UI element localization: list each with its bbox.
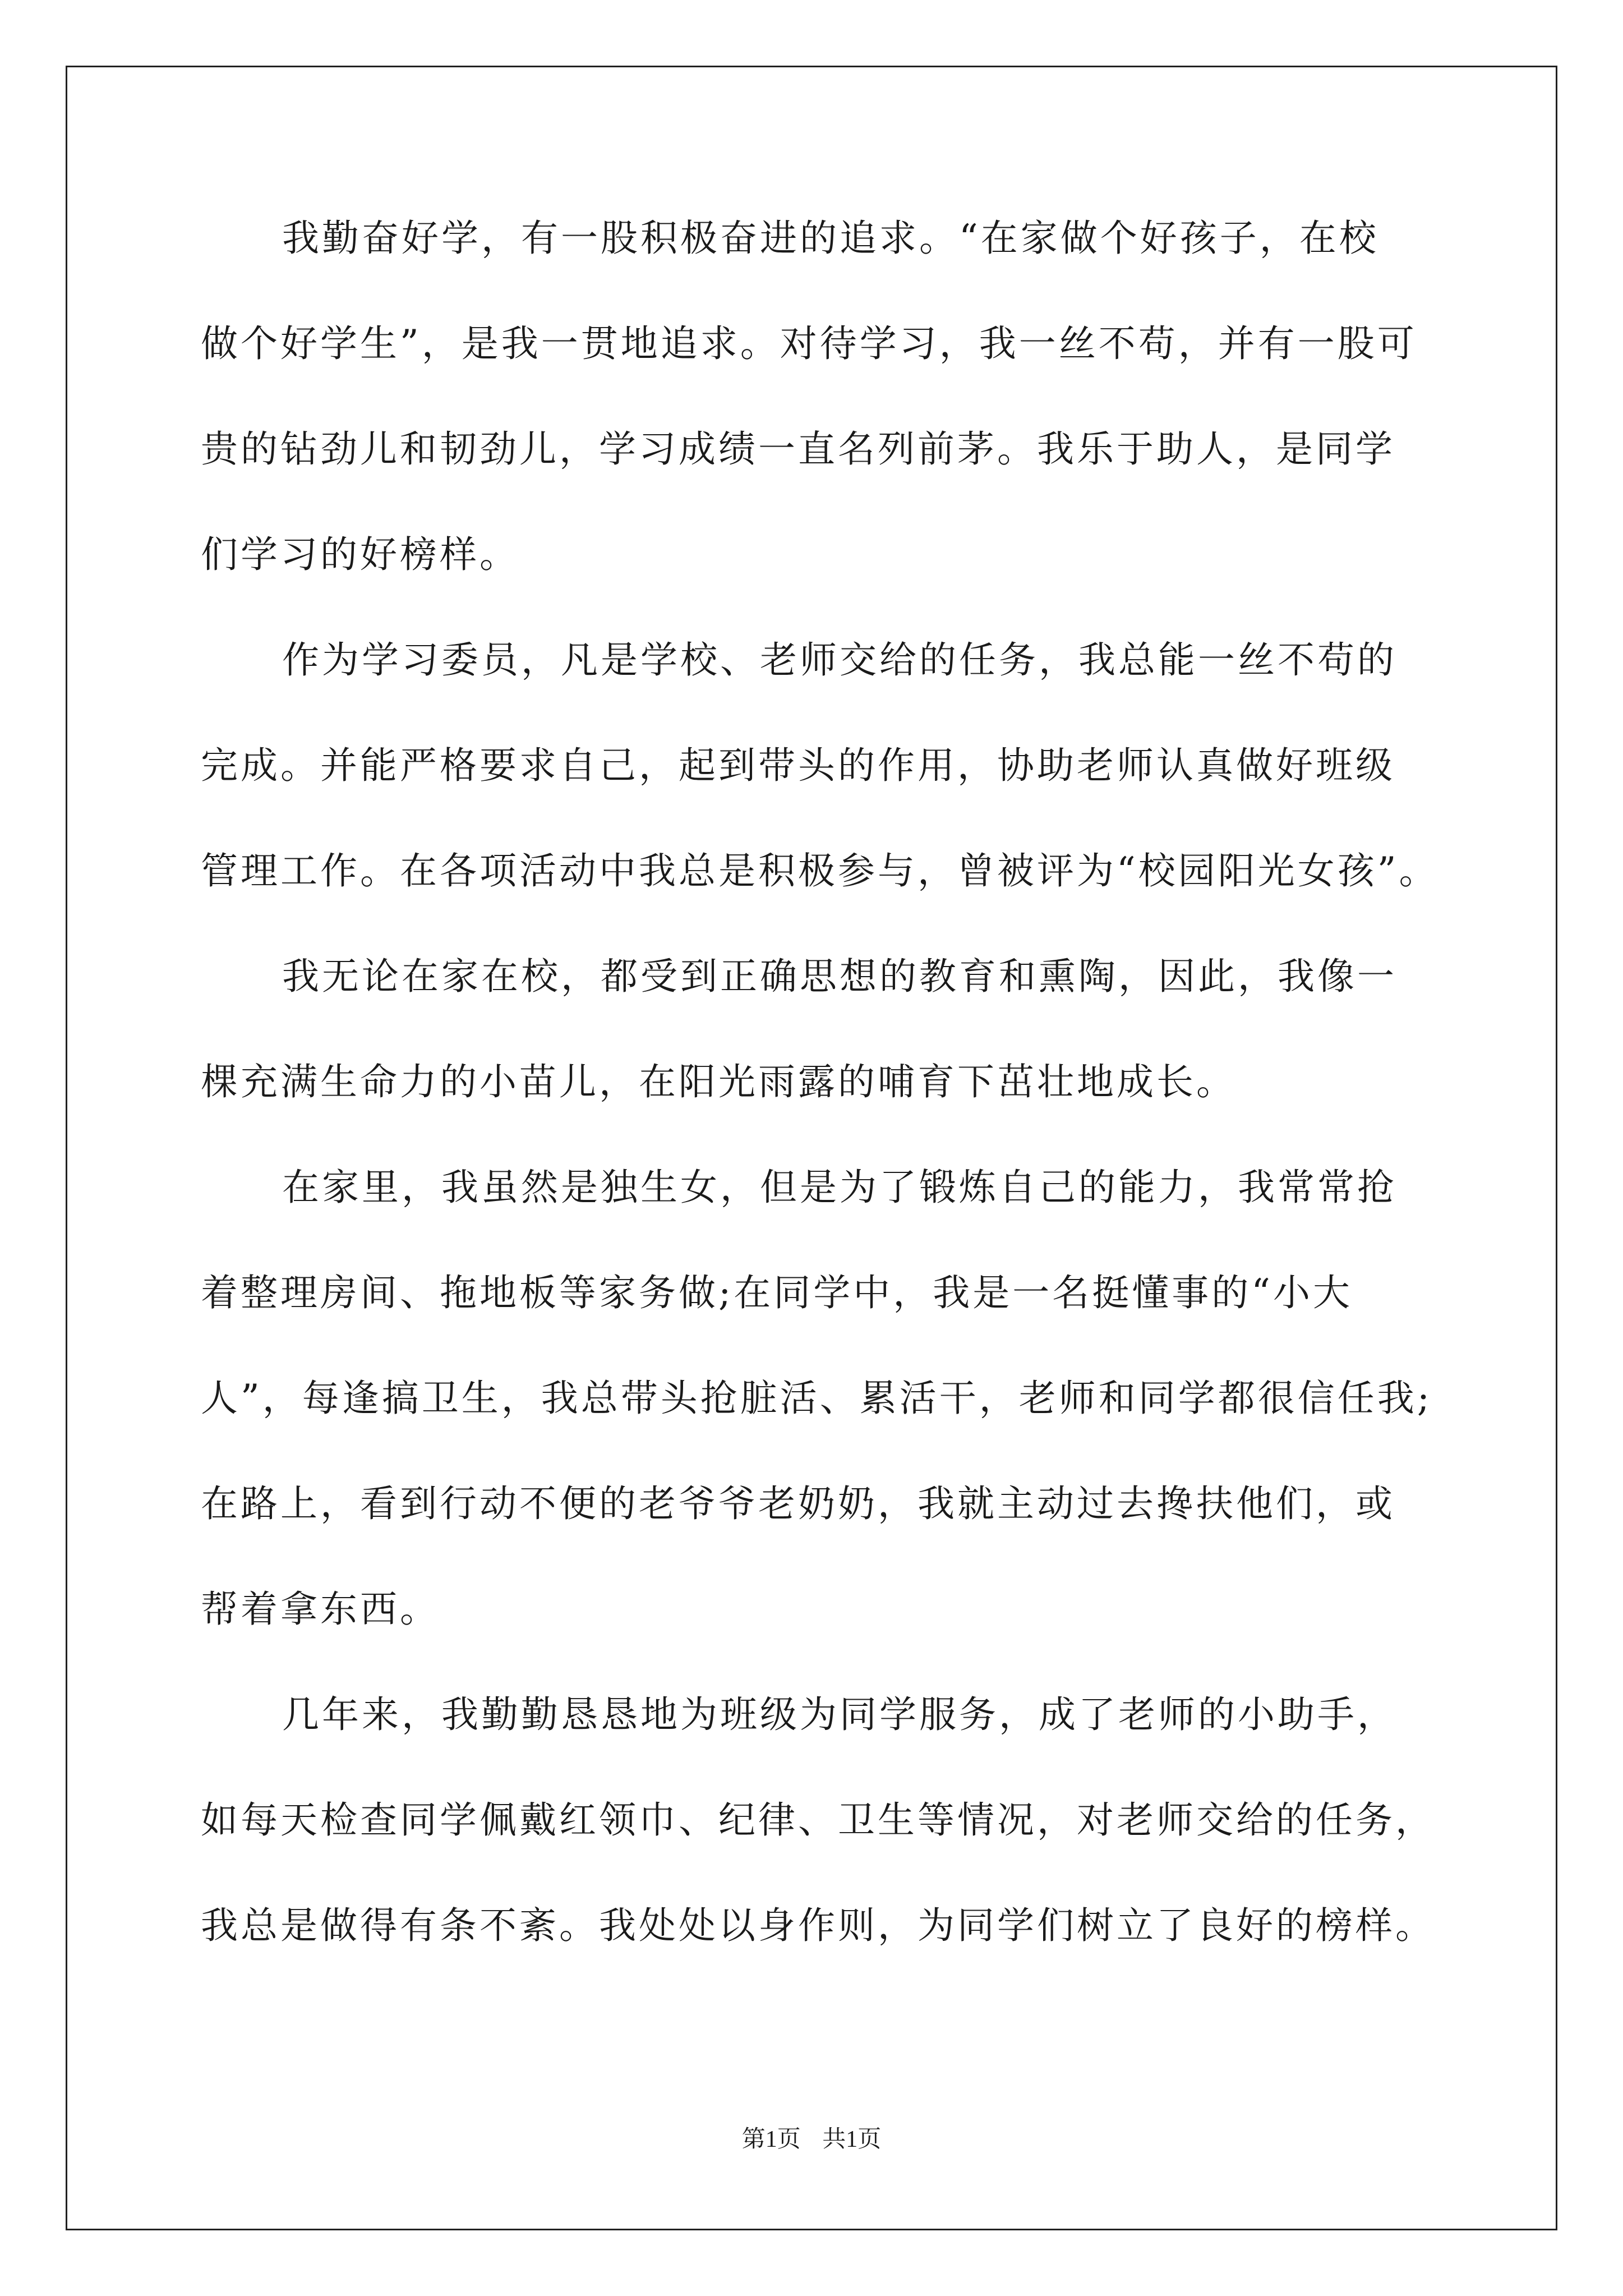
text-line: 管理工作。在各项活动中我总是积极参与，曾被评为“校园阳光女孩”。 (201, 849, 1439, 892)
text-line: 我总是做得有条不紊。我处处以身作则，为同学们树立了良好的榜样。 (201, 1904, 1435, 1947)
text-line: 们学习的好榜样。 (201, 533, 519, 576)
text-line: 如每天检查同学佩戴红领巾、纪律、卫生等情况，对老师交给的任务， (201, 1798, 1435, 1842)
text-line: 着整理房间、拖地板等家务做;在同学中，我是一名挺懂事的“小大 (201, 1271, 1353, 1314)
text-line: 贵的钻劲儿和韧劲儿，学习成绩一直名列前茅。我乐于助人，是同学 (201, 427, 1395, 471)
text-line: 在路上，看到行动不便的老爷爷老奶奶，我就主动过去搀扶他们，或 (201, 1482, 1395, 1525)
page-total: 共1页 (822, 2127, 882, 2152)
paragraph-3 (201, 949, 1468, 1159)
text-line: 完成。并能严格要求自己，起到带头的作用，协助老师认真做好班级 (201, 744, 1395, 787)
document-body (201, 210, 1468, 2003)
text-line: 我无论在家在校，都受到正确思想的教育和熏陶，因此，我像一 (282, 955, 1397, 998)
text-line: 作为学习委员，凡是学校、老师交给的任务，我总能一丝不苟的 (282, 638, 1397, 682)
text-line: 做个好学生”，是我一贯地追求。对待学习，我一丝不苟，并有一股可 (201, 322, 1417, 365)
text-line: 棵充满生命力的小苗儿，在阳光雨露的哺育下茁壮地成长。 (201, 1060, 1236, 1103)
paragraph-4 (201, 1159, 1468, 1687)
text-line: 在家里，我虽然是独生女，但是为了锻炼自己的能力，我常常抢 (282, 1166, 1397, 1209)
page-number: 第1页 (741, 2127, 801, 2152)
paragraph-1 (201, 210, 1468, 632)
text-line: 几年来，我勤勤恳恳地为班级为同学服务，成了老师的小助手， (282, 1693, 1397, 1736)
paragraph-5 (201, 1687, 1468, 2003)
text-line: 人”，每逢搞卫生，我总带头抢脏活、累活干，老师和同学都很信任我; (201, 1377, 1432, 1420)
page-footer (0, 2125, 1623, 2154)
text-line: 我勤奋好学，有一股积极奋进的追求。“在家做个好孩子，在校 (282, 217, 1379, 260)
text-line: 帮着拿东西。 (201, 1588, 440, 1631)
paragraph-2 (201, 632, 1468, 949)
